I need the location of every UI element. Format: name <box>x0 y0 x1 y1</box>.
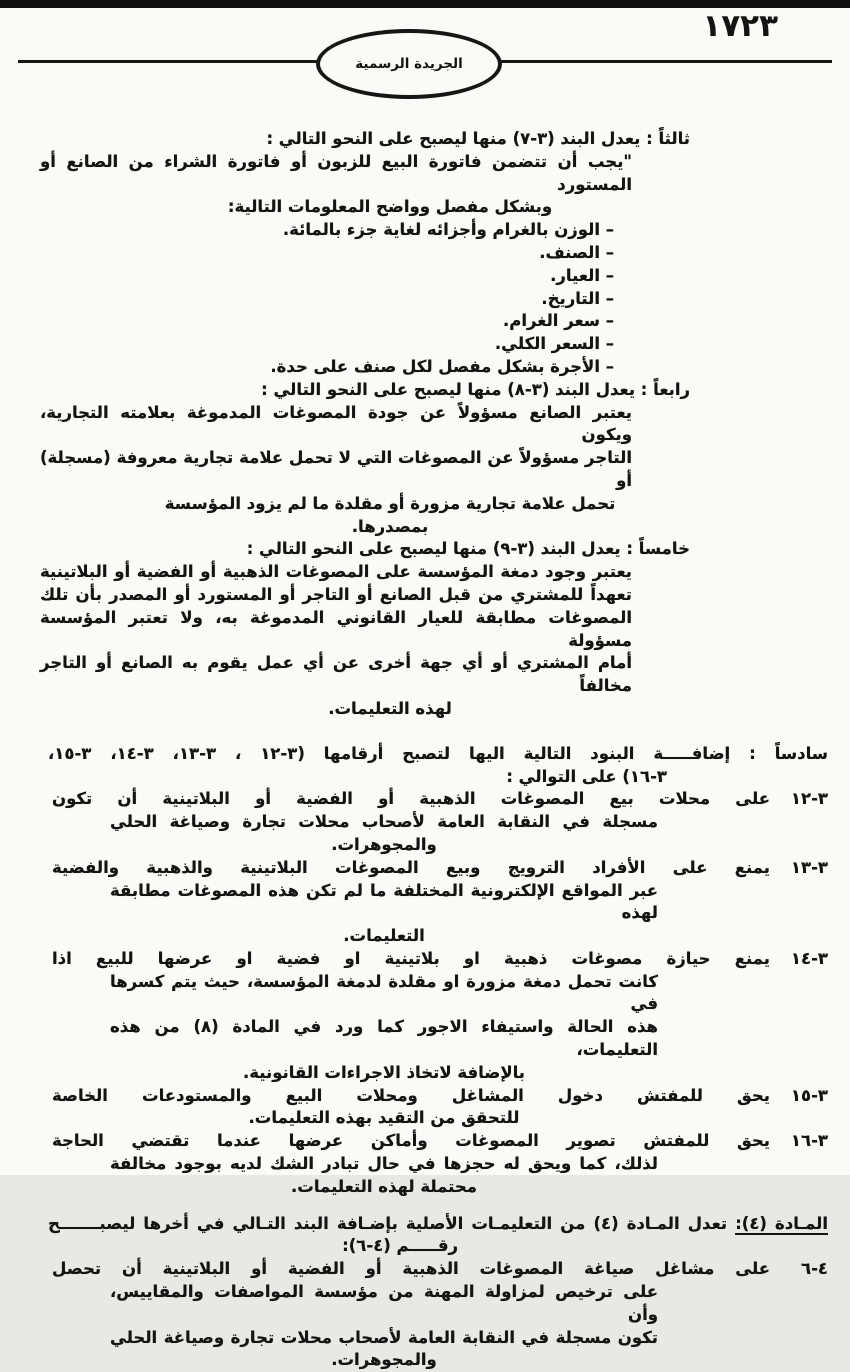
text-line: يمنع حيازة مصوغات ذهبية او بلاتينية او فضية او عرضها للبيع اذا <box>52 948 770 968</box>
article-heading-line <box>48 1213 828 1236</box>
text-line: يعتبر الصانع مسؤولاً عن جودة المصوغات المدموغة بعلامته التجارية، ويكون <box>40 402 632 445</box>
text-line: ٣-١٦) على التوالي : <box>506 766 667 786</box>
text-line: التاجر مسؤولاً عن المصوغات التي لا تحمل علامة تجارية معروفة (مسجلة) أو <box>40 448 632 490</box>
clause-item <box>52 1085 828 1131</box>
spacer <box>0 721 850 743</box>
bullet-item: – الصنف. <box>539 242 614 262</box>
text-line: والمجوهرات. <box>331 1350 437 1370</box>
clause-text <box>52 948 770 1085</box>
text-line: تحمل علامة تجارية مزورة أو مقلدة ما لم يزود المؤسسة بمصدرها. <box>164 493 616 536</box>
text-line: لهذه التعليمات. <box>328 698 452 718</box>
document-body <box>0 128 850 1372</box>
bullet-item: – الوزن بالغرام وأجزائه لغاية جزء بالمائة. <box>282 220 614 240</box>
text-line: للتحقق من التقيد بهذه التعليمات. <box>248 1108 520 1128</box>
text-line: "يجب أن تتضمن فاتورة البيع للزبون أو فاتورة الشراء من الصانع أو المستورد <box>40 151 632 194</box>
clause-number: ٣-١٤ <box>790 948 828 968</box>
clause-number: ٣-١٣ <box>790 857 828 877</box>
text-line: تعهداً للمشتري من قبل الصانع أو التاجر أو المستورد أو المصدر بأن تلك <box>40 584 632 604</box>
text-line: بالإضافة لاتخاذ الاجراءات القانونية. <box>243 1062 525 1082</box>
text-line: يحق للمفتش دخول المشاغل ومحلات البيع والمستودعات الخاصة <box>52 1085 770 1105</box>
text-line: هذه الحالة واستيفاء الاجور كما ورد في المادة (٨) من هذه التعليمات، <box>110 1017 659 1060</box>
clause-text <box>52 788 770 856</box>
page-number: ١٧٢٣ <box>702 8 778 44</box>
clause-number: ٣-١٥ <box>790 1085 828 1105</box>
article-label: المـادة (٤): <box>735 1213 828 1233</box>
text-line: على مشاغل صياغة المصوغات الذهبية أو الفضية أو البلاتينية أن تحصل <box>52 1259 770 1279</box>
bullet-item: – السعر الكلي. <box>494 334 614 354</box>
section-third-heading: ثالثاً : يعدل البند (٣-٧) منها ليصبح على النحو التالي : <box>266 129 690 148</box>
section-fifth-heading: خامساً : يعدل البند (٣-٩) منها ليصبح على النحو التالي : <box>246 539 690 559</box>
text-line: يحق للمفتش تصوير المصوغات وأماكن عرضها عندما تقتضي الحاجة <box>52 1131 770 1151</box>
clause-item <box>52 857 828 948</box>
gazette-title: الجريدة الرسمية <box>355 56 463 72</box>
clause-number: ٣-١٢ <box>790 789 828 809</box>
bullet-item: – الأجرة بشكل مفصل لكل صنف على حدة. <box>270 356 614 376</box>
text-line: مسجلة في النقابة العامة لأصحاب محلات تجارة وصياغة الحلي <box>110 812 658 832</box>
text-line: كانت تحمل دمغة مزورة او مقلدة لدمغة المؤسسة، حيث يتم كسرها في <box>110 971 658 1014</box>
text-line: لذلك، كما ويحق له حجزها في حال تبادر الشك لديه بوجود مخالفة <box>110 1154 658 1174</box>
bullet-item: – العيار. <box>550 265 614 285</box>
text-line: وبشكل مفصل وواضح المعلومات التالية: <box>227 197 553 217</box>
gazette-seal <box>316 29 502 99</box>
text-line: أمام المشتري أو أي جهة أخرى عن أي عمل يقوم به الصانع أو التاجر مخالفاً <box>40 653 632 696</box>
text-line: تكون مسجلة في النقابة العامة لأصحاب محلات تجارة وصياغة الحلي <box>110 1327 658 1347</box>
text-line: التعليمات. <box>343 926 425 946</box>
text-line: على ترخيص لمزاولة المهنة من مؤسسة المواصفات والمقاييس، وأن <box>110 1282 658 1324</box>
clause-item <box>52 1258 828 1372</box>
text-line: على محلات بيع المصوغات الذهبية أو الفضية أو البلاتينية أن تكون <box>52 789 770 809</box>
clause-item <box>52 788 828 856</box>
clause-number: ٤-٦ <box>800 1259 828 1279</box>
section-sixth-heading: سادساً : إضافـــــة البنود التالية اليها لتصبح أرقامها (٣-١٢ ، ٣-١٣، ٣-١٤، ٣-١٥، <box>48 743 829 763</box>
spacer <box>0 1199 850 1213</box>
scan-top-edge <box>0 0 850 8</box>
clause-item <box>52 1130 828 1198</box>
text-line: عبر المواقع الإلكترونية المختلفة ما لم تكن هذه المصوغات مطابقة لهذه <box>110 880 658 923</box>
text-line: المصوغات مطابقة للعيار القانوني المدموغة به، ولا تعتبر المؤسسة مسؤولة <box>40 607 632 650</box>
text-line: رقـــــم (٤-٦): <box>342 1236 458 1256</box>
section-fourth-heading: رابعاً : يعدل البند (٣-٨) منها ليصبح على النحو التالي : <box>261 379 690 399</box>
clause-text <box>52 857 770 948</box>
clause-item <box>52 948 828 1085</box>
article-text: تعدل المـادة (٤) من التعليمـات الأصلية بإضـافة البند التـالي في أخرها ليصبـــــــح <box>48 1213 736 1233</box>
text-line: يمنع على الأفراد الترويج وبيع المصوغات البلاتينية والذهبية والفضية <box>52 857 770 877</box>
text-line: يعتبر وجود دمغة المؤسسة على المصوغات الذهبية أو الفضية أو البلاتينية <box>40 562 632 582</box>
clause-text <box>52 1130 770 1198</box>
text-line: محتملة لهذه التعليمات. <box>291 1176 477 1196</box>
text-line: والمجوهرات. <box>331 834 437 854</box>
bullet-item: – التاريخ. <box>541 288 614 308</box>
clause-text <box>52 1258 770 1372</box>
clause-number: ٣-١٦ <box>790 1131 828 1151</box>
clause-text <box>52 1085 770 1131</box>
bullet-item: – سعر الغرام. <box>503 311 614 331</box>
